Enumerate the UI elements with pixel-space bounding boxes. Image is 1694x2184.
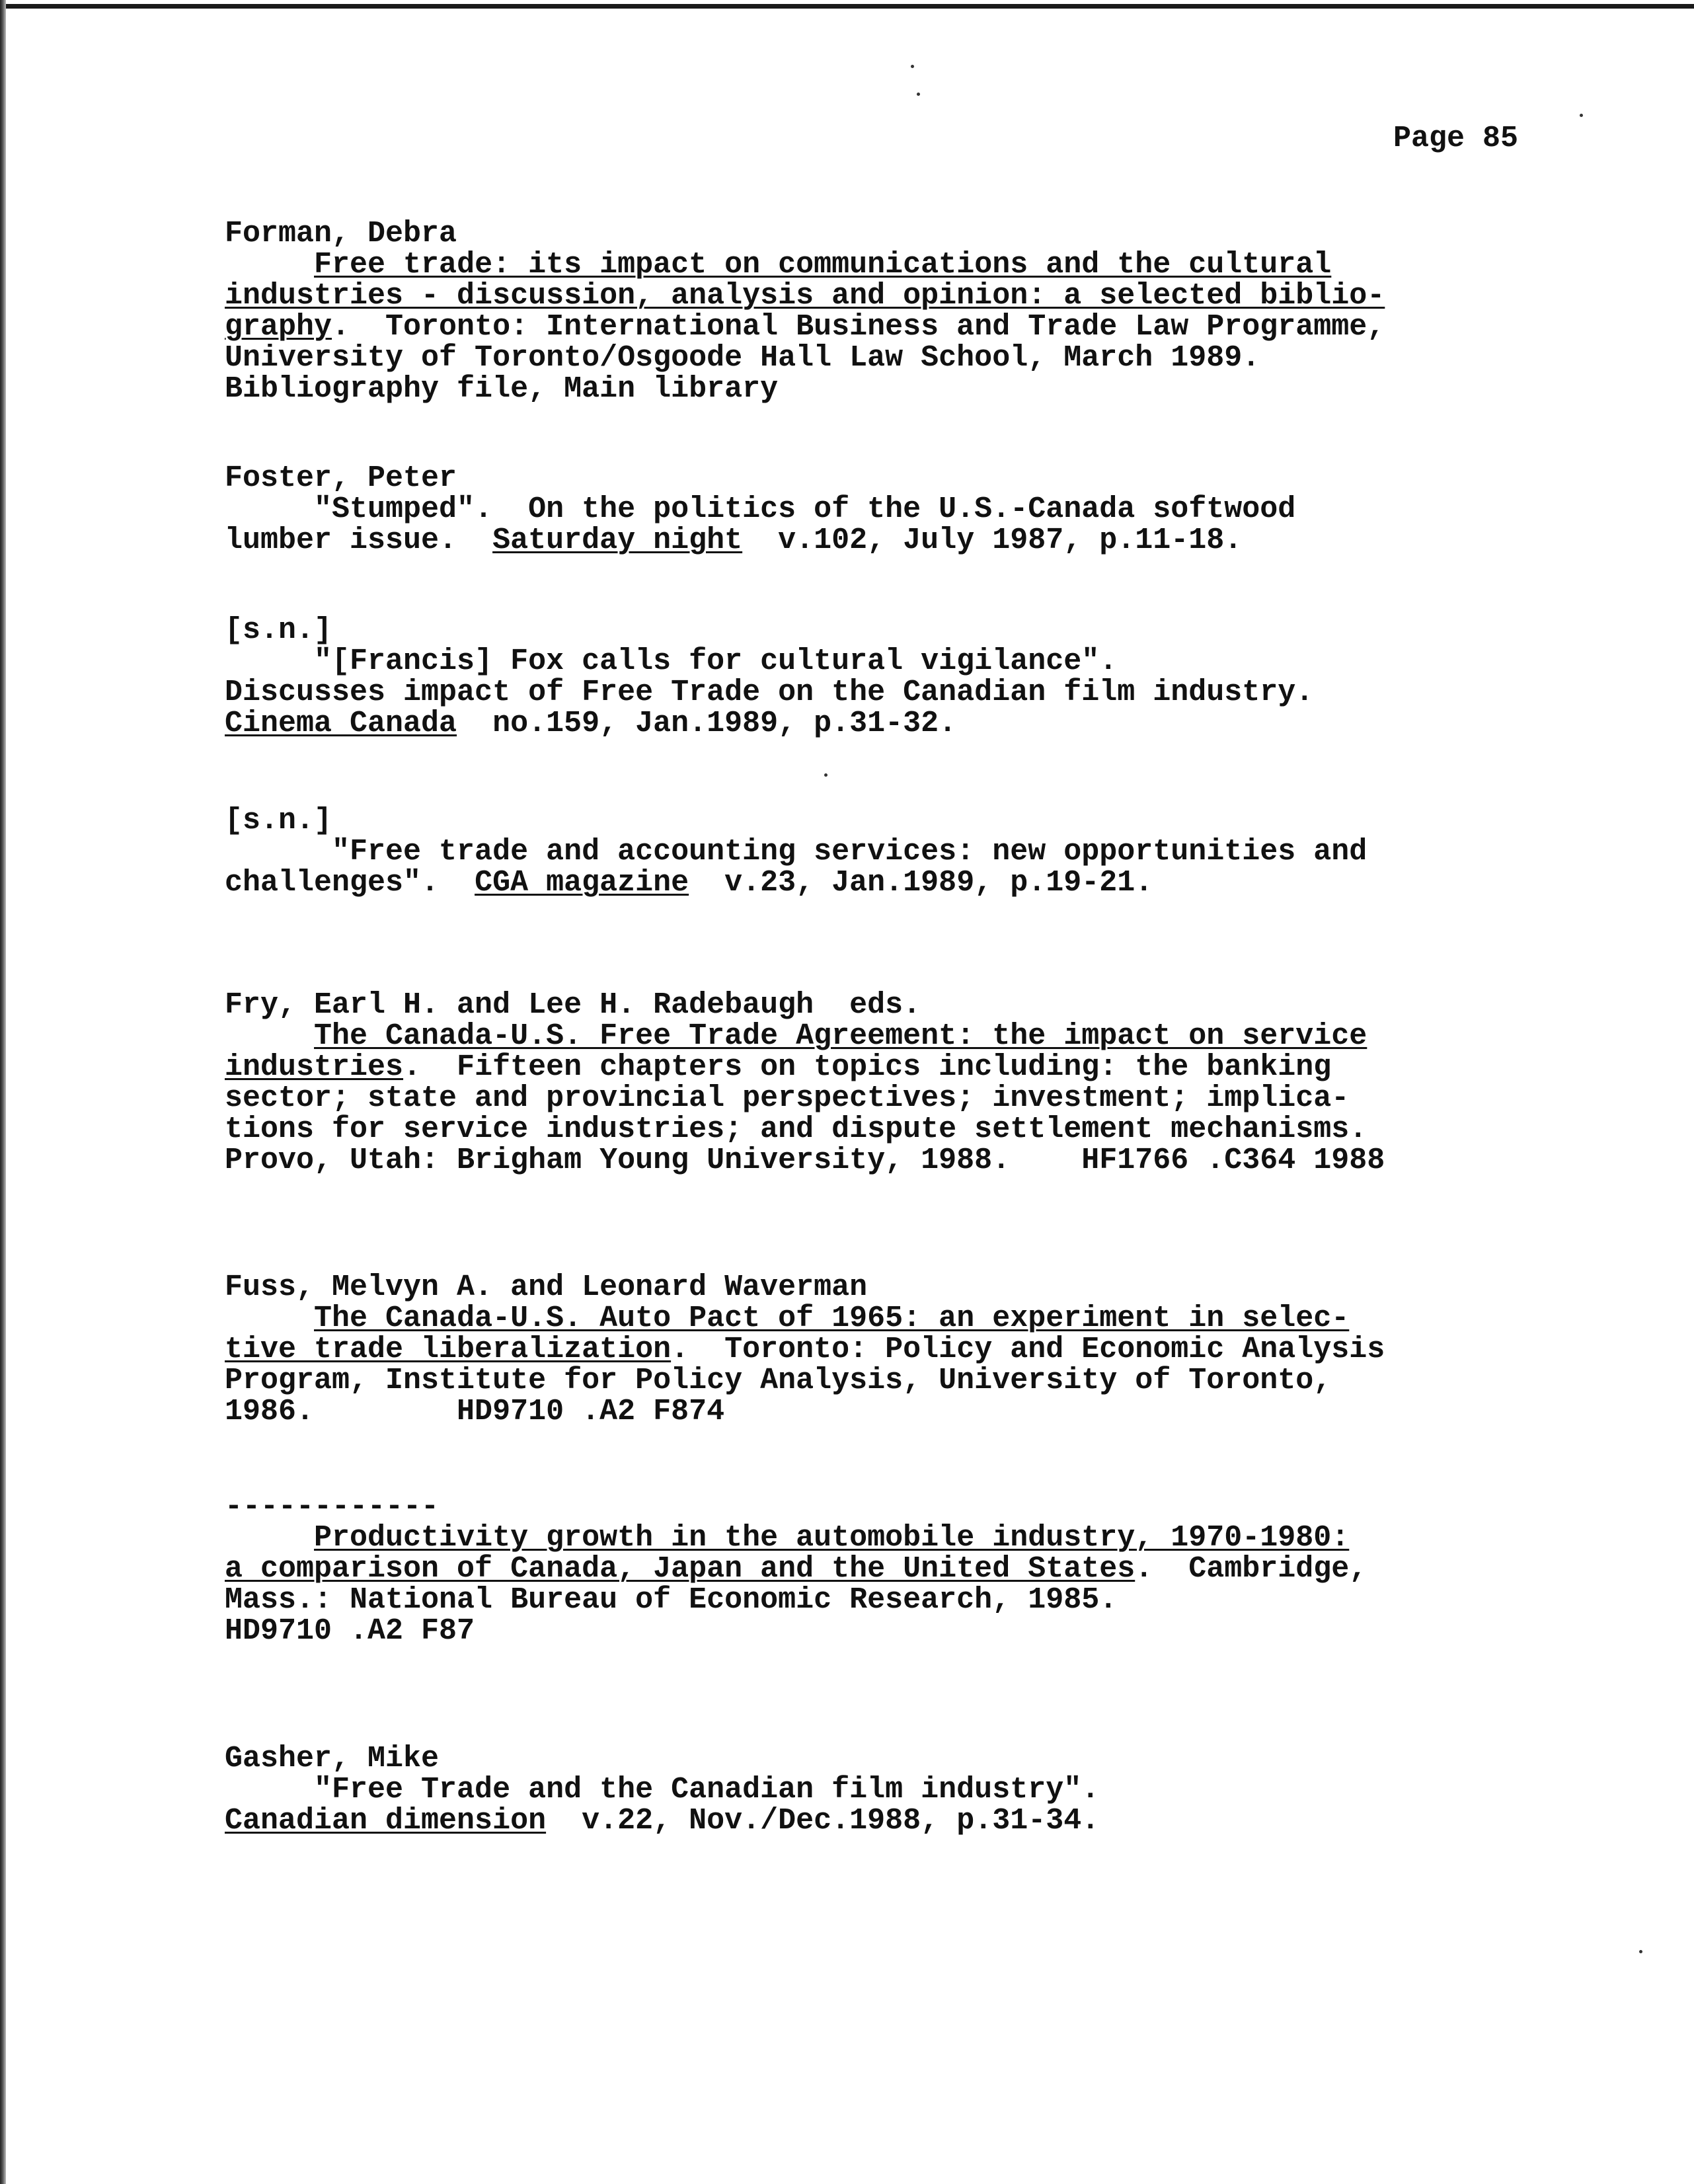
entry-line: Canadian dimension v.22, Nov./Dec.1988, p.31-34. [225,1804,1100,1838]
scan-speck [911,65,914,68]
author-line: [s.n.] [225,804,332,838]
bibliography-entry-gasher [225,1743,1646,1836]
underlined-title: Cinema Canada [225,707,457,740]
author-line: Foster, Peter [225,461,457,495]
underlined-title: CGA magazine [475,866,689,900]
entry-line: Discusses impact of Free Trade on the Canadian film industry. [225,676,1314,709]
underlined-title: Canadian dimension [225,1804,547,1838]
entry-line: industries. Fifteen chapters on topics including: the banking [225,1050,1332,1084]
entry-line: tions for service industries; and dispute settlement mechanisms. [225,1112,1367,1146]
underlined-title: a comparison of Canada, Japan and the United States [225,1552,1136,1586]
scan-speck [1580,114,1583,117]
entry-line: tive trade liberalization. Toronto: Policy and Economic Analysis [225,1333,1385,1366]
entry-line: "Free Trade and the Canadian film industry". [225,1773,1100,1807]
bibliography-entry-fuss-productivity [225,1491,1646,1647]
underlined-title: Productivity growth in the automobile industry, 1970-1980: [314,1521,1350,1555]
entry-line: Program, Institute for Policy Analysis, University of Toronto, [225,1364,1332,1397]
entry-line: lumber issue. Saturday night v.102, July 1987, p.11-18. [225,524,1243,557]
author-line: Fry, Earl H. and Lee H. Radebaugh eds. [225,988,921,1022]
entry-line: Mass.: National Bureau of Economic Research, 1985. [225,1583,1118,1617]
bibliography-entry-fry [225,990,1646,1176]
top-border-rule [0,4,1694,9]
underlined-title: industries - discussion, analysis and opinion: a selected biblio- [225,279,1385,313]
bibliography-entry-sn-fox [225,615,1646,739]
bibliography-entry-foster [225,463,1646,556]
underlined-title: The Canada-U.S. Auto Pact of 1965: an experiment in selec- [314,1302,1350,1335]
entry-line [225,280,1646,311]
bibliography-entry-fuss [225,1272,1646,1427]
entry-line: a comparison of Canada, Japan and the United States. Cambridge, [225,1552,1367,1586]
scan-speck [1639,1950,1642,1953]
entry-line: graphy. Toronto: International Business and Trade Law Programme, [225,310,1385,344]
entry-line: 1986. HD9710 .A2 F874 [225,1395,725,1428]
entry-line [225,1522,1646,1553]
author-line: Fuss, Melvyn A. and Leonard Waverman [225,1270,868,1304]
scan-speck [824,773,828,777]
entry-line: HD9710 .A2 F87 [225,1614,475,1648]
underlined-title: Free trade: its impact on communications and the cultural [314,248,1332,282]
underlined-title: graphy [225,310,332,344]
entry-line: Cinema Canada no.159, Jan.1989, p.31-32. [225,707,957,740]
author-dash-line: ------------ [225,1490,440,1524]
entry-line: Provo, Utah: Brigham Young University, 1988. HF1766 .C364 1988 [225,1144,1385,1177]
entry-line [225,249,1646,280]
author-line: [s.n.] [225,613,332,647]
author-line: Forman, Debra [225,217,457,251]
entry-line: "[Francis] Fox calls for cultural vigilance". [225,644,1118,678]
entry-line: "Stumped". On the politics of the U.S.-Canada softwood [225,492,1296,526]
bibliography-entry-forman [225,218,1646,405]
underlined-title: Saturday night [492,524,743,557]
entry-line: University of Toronto/Osgoode Hall Law School, March 1989. [225,341,1260,375]
underlined-title: tive trade liberalization [225,1333,672,1366]
entry-line: challenges". CGA magazine v.23, Jan.1989, p.19-21. [225,866,1153,900]
underlined-title: The Canada-U.S. Free Trade Agreement: the impact on service [314,1019,1367,1053]
entry-line: Bibliography file, Main library [225,372,779,406]
page-number: Page 85 [1393,122,1519,155]
left-scan-edge [0,0,6,2184]
bibliography-entry-sn-accounting [225,805,1646,898]
underlined-title: industries [225,1050,404,1084]
entry-line: "Free trade and accounting services: new opportunities and [225,835,1367,869]
entry-line [225,1303,1646,1334]
entry-line: sector; state and provincial perspectives; investment; implica- [225,1081,1350,1115]
author-line: Gasher, Mike [225,1742,440,1775]
scan-speck [917,93,920,96]
entry-line [225,1021,1646,1052]
